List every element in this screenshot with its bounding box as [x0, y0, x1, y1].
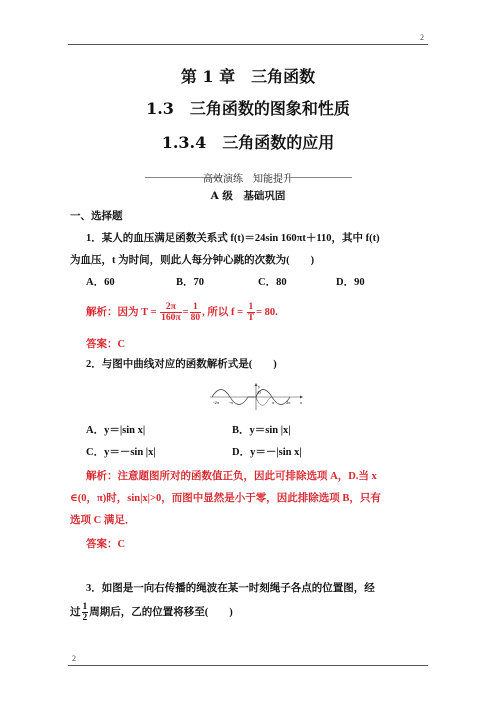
q2-option-b: B．y＝sin |x| [232, 425, 291, 436]
q1-analysis [86, 300, 278, 326]
x-label: x [300, 400, 303, 405]
curve-detail [256, 397, 272, 405]
q1-answer-label: 答案： [86, 339, 118, 350]
tick-neg-pi: -π [229, 400, 233, 405]
q1-frac3-num: 1 [248, 302, 254, 313]
q3-fraction-half [82, 602, 89, 623]
q3-frac-num: 1 [82, 602, 88, 613]
section-title: 1.3 三角函数的图象和性质 [146, 99, 350, 118]
x-axis-arrow [300, 396, 303, 399]
q1-analysis-label: 解析： [86, 307, 118, 318]
q1-frac1-den: 160π [161, 313, 181, 324]
chapter-title: 第 1 章 三角函数 [180, 67, 316, 86]
q1-option-a: A．60 [86, 277, 115, 288]
q1-text-line2: 为血压，t 为时间，则此人每分钟心跳的次数为( ) [70, 255, 315, 266]
q2-text: 2．与图中曲线对应的函数解析式是( ) [86, 359, 277, 370]
q2-option-c: C．y＝－sin |x| [86, 447, 156, 458]
q1-frac3-den: T [247, 313, 255, 324]
level-heading: A 级 基础巩固 [210, 190, 286, 202]
tick-pi: π [272, 400, 275, 405]
q3-text-b: 周期后，乙的位置将移至( ) [89, 607, 233, 618]
q3-text-line2 [70, 602, 233, 624]
subtitle-rule-right [290, 177, 352, 178]
page-number-bottom: 2 [72, 654, 76, 663]
y-label: y [258, 384, 261, 389]
subsection-title: 1.3.4 三角函数的应用 [161, 133, 335, 152]
q2-option-d: D．y＝－|sin x| [232, 447, 302, 458]
q1-frac2-den: 80 [190, 313, 201, 324]
q2-function-graph [208, 382, 304, 412]
q1-option-c: C．80 [258, 277, 287, 288]
tick-2pi: 2π [286, 400, 291, 405]
q1-analysis-text-b: , 所以 f = [202, 307, 244, 318]
q2-analysis-line1 [86, 470, 377, 484]
q1-answer-value: C [117, 339, 126, 350]
header-rule [68, 44, 428, 45]
q1-fraction-period [160, 302, 181, 323]
q1-text-line1: 1．某人的血压满足函数关系式 f(t)＝24sin 160πt＋110，其中 f(t) [86, 233, 380, 244]
q2-answer-value: C [117, 539, 126, 550]
q2-analysis-text1: 注意题图所对的函数值正负，因此可排除选项 A，D.当 x [117, 471, 377, 482]
q1-fraction-frequency [247, 302, 255, 323]
q2-analysis-line3: 选项 C 满足． [70, 515, 136, 526]
q1-analysis-text-a: 因为 T = [117, 307, 157, 318]
q1-frac2-num: 1 [190, 302, 202, 313]
q1-analysis-text-c: = 80. [256, 307, 278, 318]
q2-answer [86, 538, 125, 552]
q2-analysis-line2: ∈(0，π)时，sin|x|>0，而图中显然是小于零，因此排除选项 B，只有 [70, 493, 381, 504]
origin-label: O [257, 390, 261, 395]
q1-fraction-value [190, 302, 202, 323]
footer-rule [68, 665, 428, 666]
q1-eq: = [182, 307, 189, 318]
part-heading: 一、选择题 [70, 211, 123, 222]
q2-answer-label: 答案： [86, 539, 118, 550]
q1-option-d: D．90 [336, 277, 365, 288]
q1-answer [86, 338, 125, 352]
q2-option-a: A．y＝|sin x| [86, 425, 146, 436]
subtitle: 高效演练 知能提升 [203, 174, 293, 185]
tick-neg-2pi: -2π [213, 400, 220, 405]
q1-option-b: B．70 [176, 277, 205, 288]
q3-text-line1: 3．如图是一向右传播的绳波在某一时刻绳子各点的位置图，经 [86, 583, 375, 594]
q3-frac-den: 2 [82, 613, 88, 624]
q1-frac1-num: 2π [160, 302, 181, 313]
q3-text-a: 过 [70, 607, 81, 618]
q2-analysis-label: 解析： [86, 471, 118, 482]
page-number-top: 2 [420, 33, 424, 42]
